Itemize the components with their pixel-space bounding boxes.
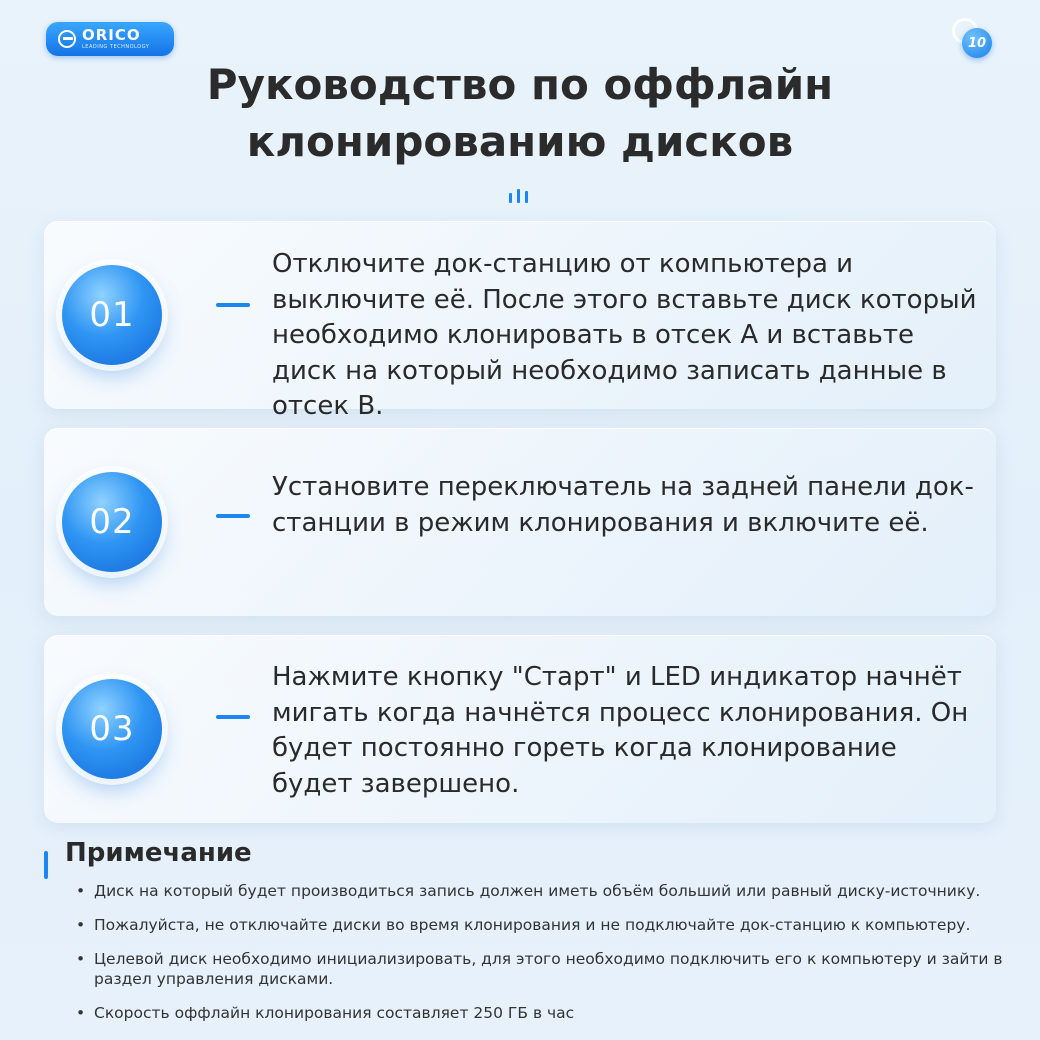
- step-text: Нажмите кнопку "Старт" и LED индикатор начнёт мигать когда начнётся процесс клонирования. Он будет постоянно гореть когда клонирование будет завершено.: [272, 662, 969, 799]
- page-number-badge: [952, 18, 992, 58]
- step-number-badge: 03: [62, 679, 162, 779]
- step-number-badge: 01: [62, 265, 162, 365]
- dash-icon: [216, 514, 250, 518]
- note-item: • Скорость оффлайн клонирования составляет 250 ГБ в час: [74, 1004, 1014, 1024]
- orico-logo-icon: [58, 30, 76, 48]
- step-card-2: [44, 428, 996, 616]
- bars-divider-icon: [509, 187, 531, 203]
- note-title: Примечание: [65, 838, 252, 868]
- step-text: Установите переключатель на задней панели док-станции в режим клонирования и включите её.: [272, 472, 974, 538]
- note-accent-bar: [44, 851, 48, 879]
- title-line-2: клонированию дисков: [246, 117, 794, 166]
- note-item: • Целевой диск необходимо инициализировать, для этого необходимо подключить его к компьютеру и зайти в раздел управления дисками.: [74, 950, 1014, 989]
- dash-icon: [216, 303, 250, 307]
- step-text: Отключите док-станцию от компьютера и выключите её. После этого вставьте диск который необходимо клонировать в отсек А и вставьте диск на который необходимо записать данные в отсек В.: [272, 249, 977, 421]
- step-card-3: [44, 635, 996, 823]
- step-card-1: [44, 221, 996, 421]
- title-line-1: Руководство по оффлайн: [206, 60, 834, 109]
- dash-icon: [216, 715, 250, 719]
- note-list: [74, 882, 1014, 1038]
- note-item: • Диск на который будет производиться запись должен иметь объём больший или равный диску-источнику.: [74, 882, 1014, 902]
- orico-logo: [46, 22, 174, 56]
- note-item: • Пожалуйста, не отключайте диски во время клонирования и не подключайте док-станцию к компьютеру.: [74, 916, 1014, 936]
- page-title: [0, 56, 1040, 170]
- logo-name: ORICO: [82, 26, 141, 44]
- step-number-badge: 02: [62, 472, 162, 572]
- page-number: 10: [962, 28, 992, 58]
- logo-tagline: LEADING TECHNOLOGY: [82, 44, 150, 50]
